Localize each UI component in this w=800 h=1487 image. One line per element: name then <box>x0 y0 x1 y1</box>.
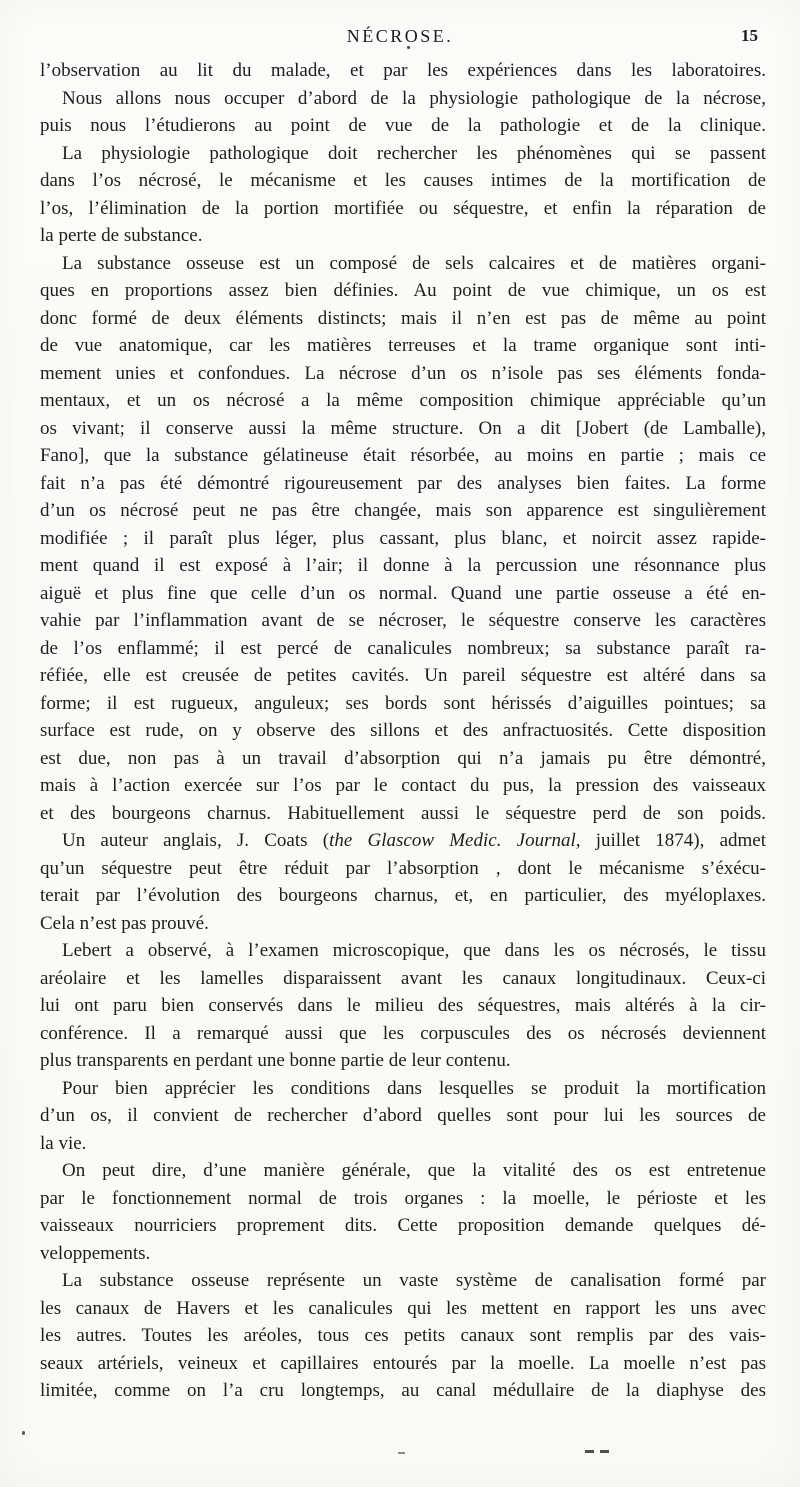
text-line: vahie par l’inflammation avant de se nécroser, le séquestre conserve les caractères <box>40 610 766 631</box>
journal-title-italic: the Glascow Medic. Journal <box>329 830 576 851</box>
text-line: mentaux, et un os nécrosé a la même composition chimique appréciable qu’un <box>40 390 766 411</box>
text-line: On peut dire, d’une manière générale, que la vitalité des os est entretenue <box>62 1160 766 1181</box>
text-line: de vue anatomique, car les matières terreuses et la trame organique sont inti- <box>40 335 766 356</box>
text-line: d’un os nécrosé peut ne pas être changée, mais son apparence est singulièrement <box>40 500 766 521</box>
scan-artifact-dash <box>600 1450 609 1453</box>
text-line: lui ont paru bien conservés dans le milieu des séquestres, mais altérés à la cir- <box>40 995 766 1016</box>
text-block <box>40 57 766 1405</box>
text-line: conférence. Il a remarqué aussi que les corpuscules des os nécrosés deviennent <box>40 1022 766 1044</box>
text-line: aréolaire et les lamelles disparaissent avant les canaux longitudinaux. Ceux-ci <box>40 967 766 989</box>
text-line: réfiée, elle est creusée de petites cavités. Un pareil séquestre est altéré dans sa <box>40 665 766 686</box>
text-line: La substance osseuse est un composé de sels calcaires et de matières organi- <box>62 252 766 274</box>
text-line: plus transparents en perdant une bonne partie de leur contenu. <box>40 1050 511 1071</box>
text-line: ques en proportions assez bien définies. Au point de vue chimique, un os est <box>40 280 766 301</box>
text-line: de l’os enflammé; il est percé de canalicules nombreux; sa substance paraît ra- <box>40 637 766 659</box>
text-segment: , juillet 1874), admet <box>575 830 767 851</box>
text-line: Lebert a observé, à l’examen microscopique, que dans les os nécrosés, le tissu <box>62 940 766 961</box>
paragraph <box>40 85 766 140</box>
paragraph <box>40 1075 766 1158</box>
text-line: veloppements. <box>40 1242 151 1264</box>
running-title: NÉCROSE. <box>346 26 454 46</box>
scan-artifact-dash <box>585 1450 594 1453</box>
text-line: La substance osseuse représente un vaste système de canalisation formé par <box>62 1270 766 1291</box>
paragraph <box>40 1157 766 1267</box>
text-line: qu’un séquestre peut être réduit par l’absorption , dont le mécanisme s’éxécu- <box>40 857 766 879</box>
text-line: dans l’os nécrosé, le mécanisme et les causes intimes de la mortification de <box>40 170 766 191</box>
text-line: La physiologie pathologique doit rechercher les phénomènes qui se passent <box>62 142 766 164</box>
paragraph <box>40 827 766 937</box>
text-line: ment quand il est exposé à l’air; il donne à la percussion une résonnance plus <box>40 555 766 576</box>
text-line: modifiée ; il paraît plus léger, plus cassant, plus blanc, et noircit assez rapide- <box>40 527 766 549</box>
scan-artifact-dash <box>398 1452 405 1454</box>
text-line: aiguë et plus fine que celle d’un os normal. Quand une partie osseuse a été en- <box>40 582 766 604</box>
page-number: 15 <box>741 26 758 45</box>
scan-artifact-dot <box>22 1431 25 1435</box>
text-line: mais à l’action exercée sur l’os par le contact du pus, la pression des vaisseaux <box>40 775 766 796</box>
text-line: mement unies et confondues. La nécrose d’un os n’isole pas ses éléments fonda- <box>40 362 766 384</box>
text-line: d’un os, il convient de rechercher d’abord quelles sont pour lui les sources de <box>40 1105 766 1126</box>
text-line: surface est rude, on y observe des sillons et des anfractuosités. Cette disposition <box>40 720 766 741</box>
text-line: la vie. <box>40 1132 87 1154</box>
text-line: fait n’a pas été démontré rigoureusement par des analyses bien faites. La forme <box>40 472 766 494</box>
page-header <box>40 26 760 50</box>
text-line: est due, non pas à un travail d’absorption qui n’a jamais pu être démontré, <box>40 747 766 769</box>
paragraph <box>40 937 766 1075</box>
paragraph <box>40 57 766 85</box>
text-line: limitée, comme on l’a cru longtemps, au canal médullaire de la diaphyse des <box>40 1380 766 1401</box>
text-line: les autres. Toutes les aréoles, tous ces petits canaux sont remplis par des vais- <box>40 1325 766 1346</box>
text-line: forme; il est rugueux, anguleux; ses bords sont hérissés d’aiguilles pointues; sa <box>40 692 766 714</box>
text-line: donc formé de deux éléments distincts; mais il n’en est pas de même au point <box>40 307 766 329</box>
paragraph <box>40 140 766 250</box>
text-line: os vivant; il conserve aussi la même structure. On a dit [Jobert (de Lamballe), <box>40 417 766 439</box>
text-line: les canaux de Havers et les canalicules qui les mettent en rapport les uns avec <box>40 1297 766 1319</box>
text-line: Cela n’est pas prouvé. <box>40 912 209 934</box>
paragraph <box>40 1267 766 1405</box>
text-line: et des bourgeons charnus. Habituellement aussi le séquestre perd de son poids. <box>40 802 766 824</box>
text-line: Nous allons nous occuper d’abord de la physiologie pathologique de la nécrose, <box>62 87 766 109</box>
text-line: terait par l’évolution des bourgeons charnus, et, en particulier, des myéloplaxes. <box>40 885 766 906</box>
text-line: l’os, l’élimination de la portion mortifiée ou séquestre, et enfin la réparation de <box>40 197 766 219</box>
text-line: l’observation au lit du malade, et par les expériences dans les laboratoires. <box>40 60 766 81</box>
text-line: Pour bien apprécier les conditions dans lesquelles se produit la mortification <box>62 1077 766 1099</box>
text-segment: Un auteur anglais, J. Coats ( <box>62 830 330 851</box>
text-line: Fano], que la substance gélatineuse était résorbée, au moins en partie ; mais ce <box>40 445 766 466</box>
text-line: par le fonctionnement normal de trois organes : la moelle, le périoste et les <box>40 1187 766 1209</box>
scan-artifact-title-dot <box>407 46 410 49</box>
paragraph <box>40 250 766 828</box>
text-line: seaux artériels, veineux et capillaires entourés par la moelle. La moelle n’est pas <box>40 1352 766 1374</box>
text-line <box>40 827 766 855</box>
text-line: vaisseaux nourriciers proprement dits. Cette proposition demande quelques dé- <box>40 1215 766 1236</box>
text-line: puis nous l’étudierons au point de vue de la pathologie et de la clinique. <box>40 115 766 136</box>
text-line: la perte de substance. <box>40 225 203 246</box>
